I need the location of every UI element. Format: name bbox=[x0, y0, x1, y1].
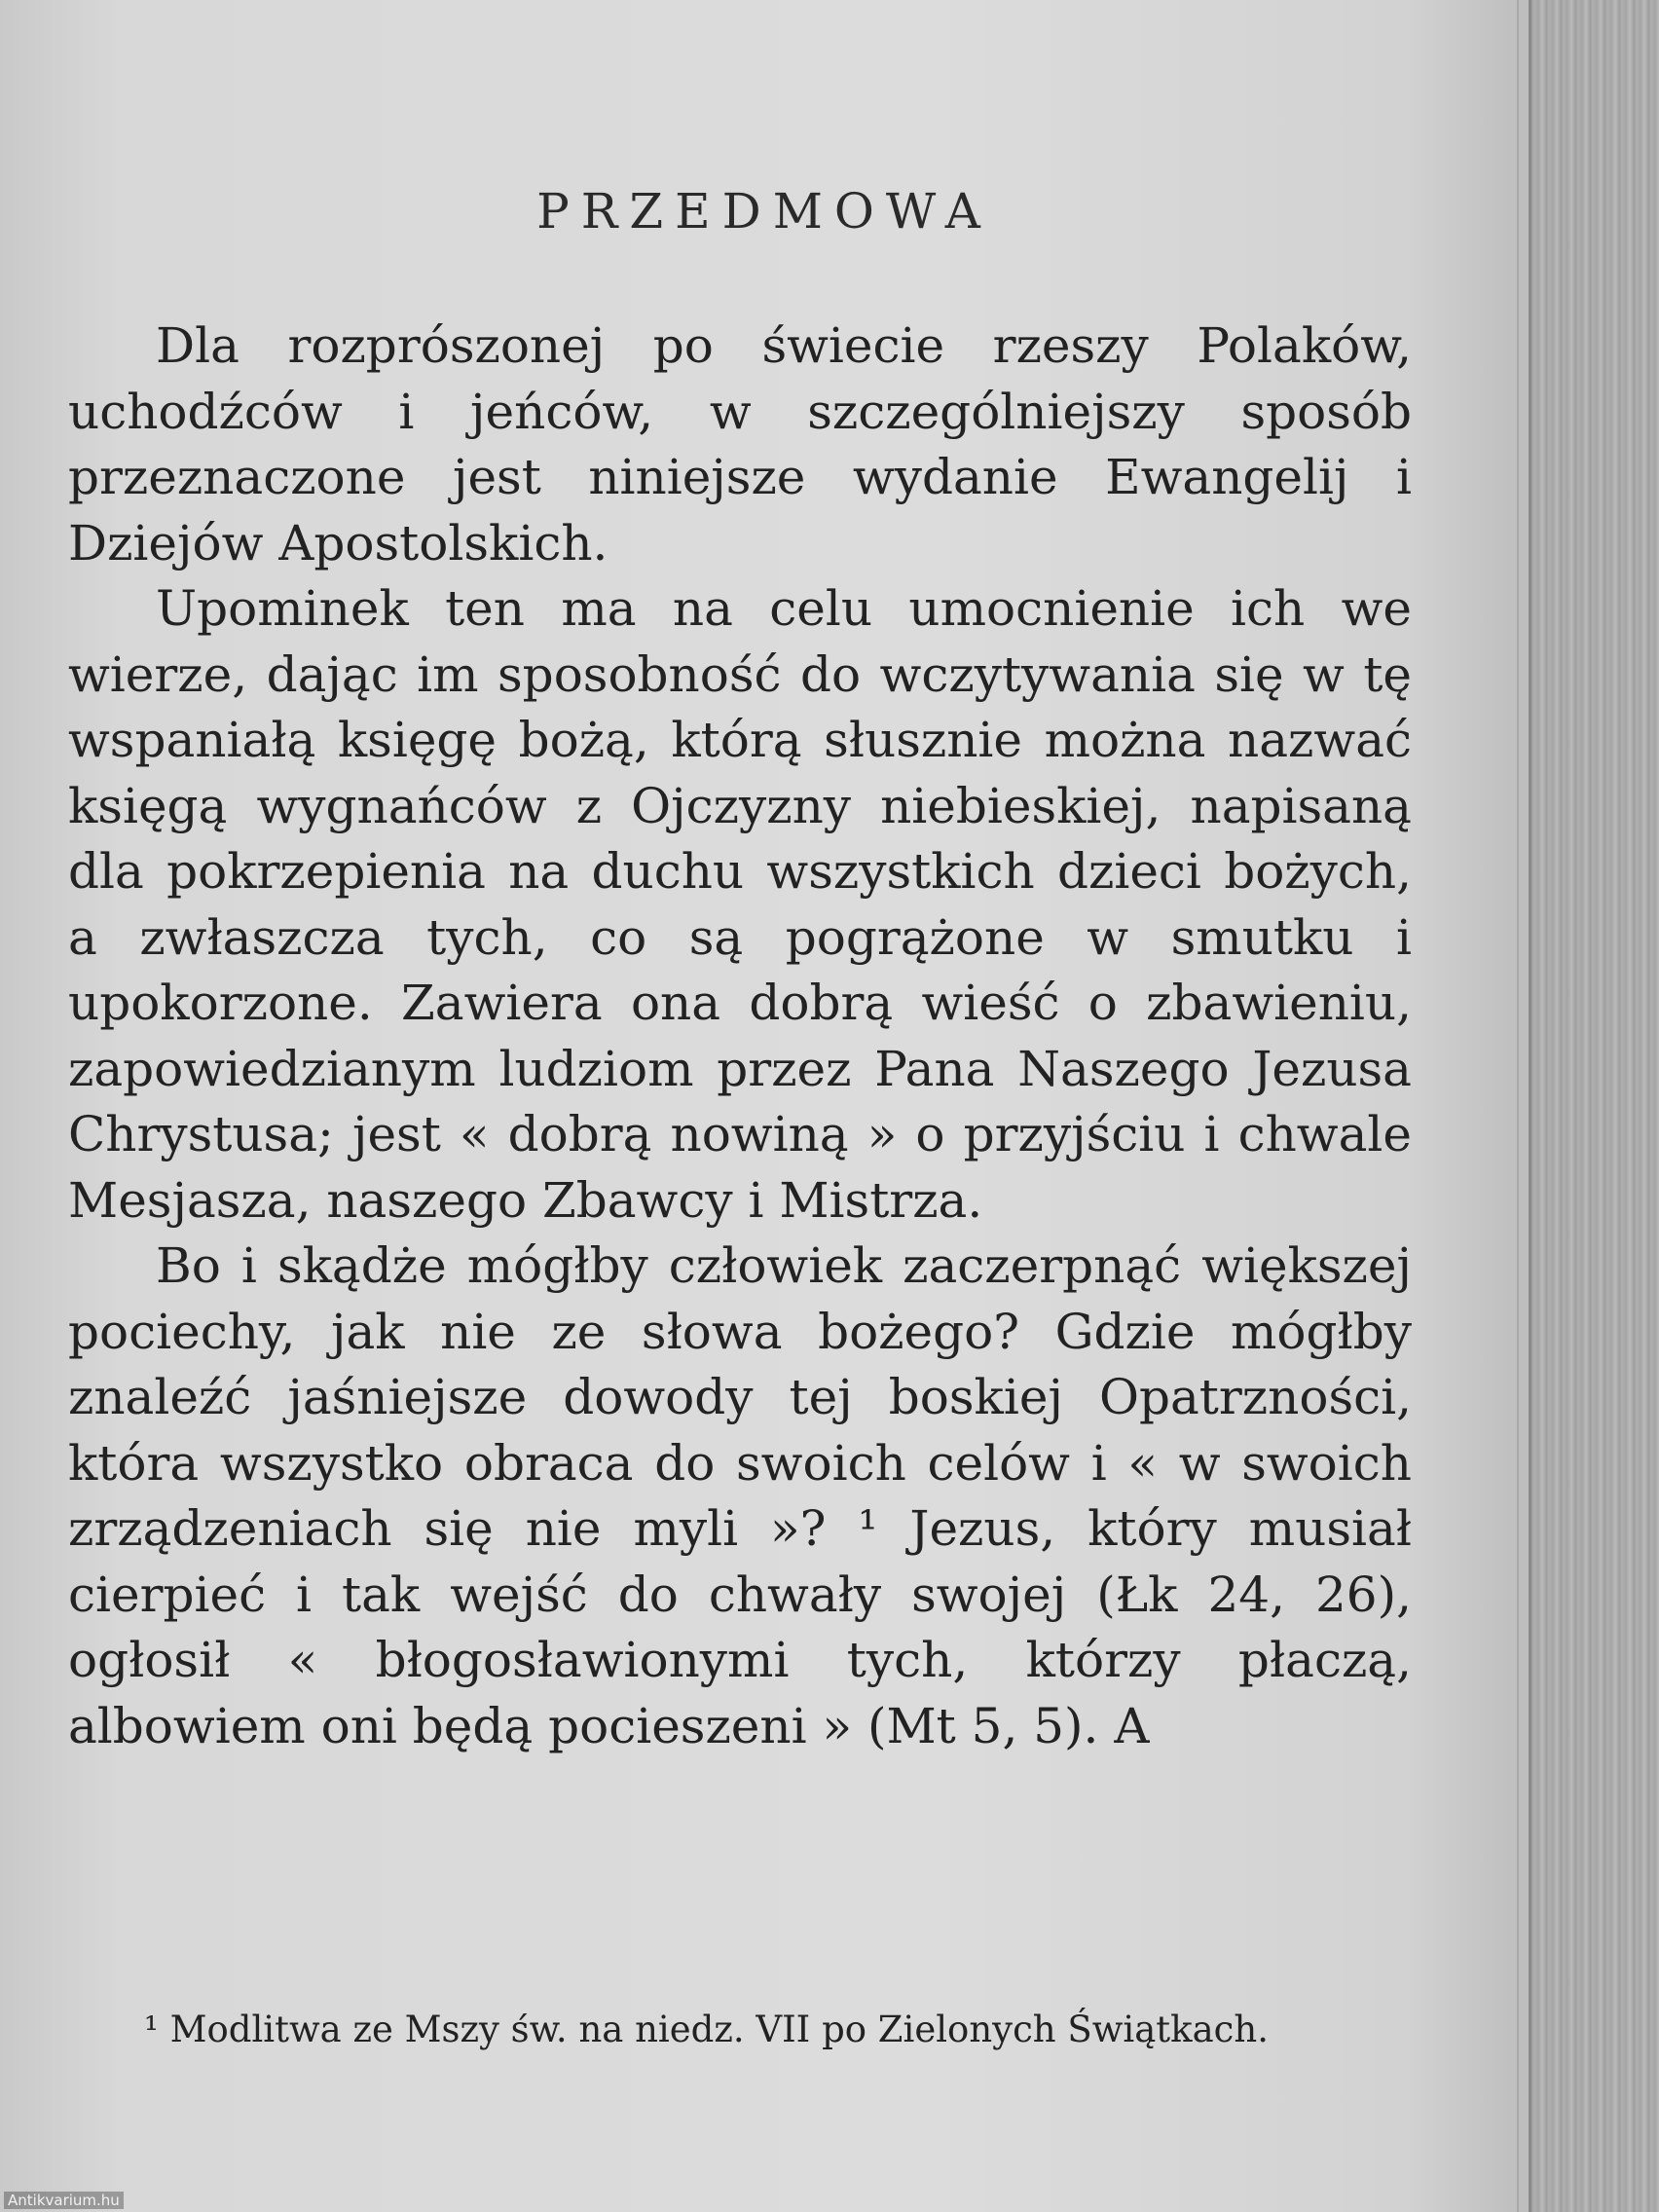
footnote: ¹ Modlitwa ze Mszy św. na niedz. VII po Zielonych Świątkach. bbox=[144, 2009, 1269, 2050]
page-heading: PRZEDMOWA bbox=[536, 183, 992, 240]
watermark-label: Antikvarium.hu bbox=[4, 2192, 124, 2209]
body-text bbox=[68, 313, 1412, 1759]
paragraph-1: Dla rozprószonej po świecie rzeszy Polaków, uchodźców i jeńców, w szczególniejszy sposób przeznaczone jest niniejsze wydanie Ewangelij i Dziejów Apostolskich. bbox=[68, 317, 1412, 571]
page-edge-line bbox=[1517, 0, 1519, 2212]
paragraph-2: Upominek ten ma na celu umocnienie ich we wierze, dając im sposobność do wczytywania się w tę wspaniałą księgę bożą, którą słusznie można nazwać księgą wygnańców z Ojczyzny niebieskiej, napisaną dla pokrzepienia na duchu wszystkich dzieci bożych, a zwłaszcza tych, co są pogrążone w smutku i upokorzone. Zawiera ona dobrą wieść o zbawieniu, zapowiedzianym ludziom przez Pana Naszego Jezusa Chrystusa; jest « dobrą nowiną » o przyjściu i chwale Mesjasza, naszego Zbawcy i Mistrza. bbox=[68, 580, 1412, 1229]
paragraph-3: Bo i skądże mógłby człowiek zaczerpnąć większej pociechy, jak nie ze słowa bożego? Gdzie mógłby znaleźć jaśniejsze dowody tej boskiej Opatrzności, która wszystko obraca do swoich celów i « w swoich zrządzeniach się nie myli »? ¹ Jezus, który musiał cierpieć i tak wejść do chwały swojej (Łk 24, 26), ogłosił « błogosławionymi tych, którzy płaczą, albowiem oni będą pocieszeni » (Mt 5, 5). A bbox=[68, 1237, 1412, 1754]
book-gutter bbox=[1529, 0, 1659, 2212]
